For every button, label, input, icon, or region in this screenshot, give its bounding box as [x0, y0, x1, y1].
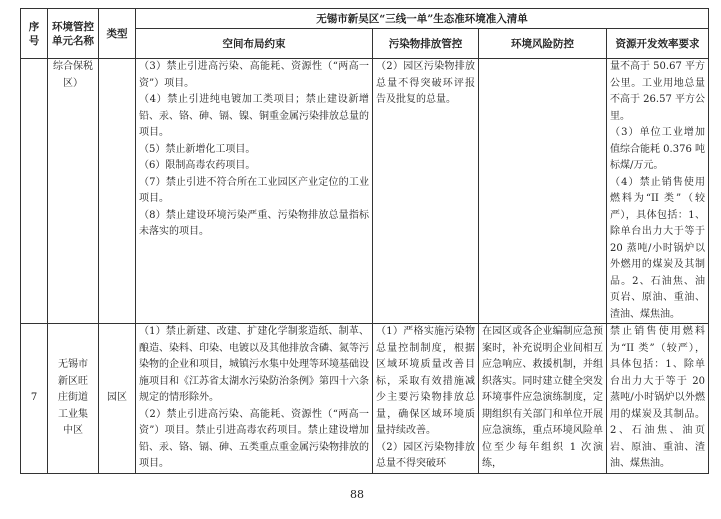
cell-type: 园区: [99, 324, 136, 474]
paragraph: （3）单位工业增加值综合能耗 0.376 吨标煤/万元。: [610, 127, 705, 171]
header-type: 类型: [99, 9, 136, 59]
cell-unit-name: 无锡市新区旺庄街道工业集中区: [48, 324, 99, 474]
environmental-access-table: [20, 8, 709, 474]
paragraph: （1）禁止新建、改建、扩建化学制浆造纸、制革、酿造、染料、印染、电镀以及其他排放含磷、氮等污染物的企业和项目，城镇污水集中处理等环境基础设施项目和《江苏省太湖水污染防治条例》第四十六条规定的情形除外。: [139, 326, 369, 403]
header-seq: 序号: [21, 9, 48, 59]
cell-type: [99, 59, 136, 324]
cell-resource: [607, 324, 709, 474]
table-title: 无锡市新吴区“三线一单”生态准环境准入清单: [136, 9, 709, 29]
cell-seq: 7: [21, 324, 48, 474]
paragraph: （3）禁止引进高污染、高能耗、资源性（“两高一资”）项目。: [139, 61, 369, 89]
paragraph: （4）禁止销售使用燃料为“II 类”（较严），具体包括：1、除单台出力大于等于 20 蒸吨/小时锅炉以外燃用的煤炭及其制品。2、石油焦、油页岩、原油、重油、渣油、煤焦油。: [610, 176, 705, 320]
paragraph: （2）禁止引进高污染、高能耗、资源性（“两高一资”）项目。禁止引进高毒农药项目。禁止建设增加铅、汞、铬、镉、砷、五类重点重金属污染物排放的项目。: [139, 408, 369, 469]
header-resource: 资源开发效率要求: [607, 29, 709, 59]
table-row: [21, 324, 709, 474]
paragraph: 量不高于 50.67 平方公里。工业用地总量不高于 26.57 平方公里。: [610, 61, 705, 122]
cell-unit-name: 综合保税区）: [48, 59, 99, 324]
cell-pollution: [373, 59, 479, 324]
header-risk: 环境风险防控: [479, 29, 607, 59]
paragraph: （6）限制高毒农药项目。: [139, 160, 256, 171]
cell-spatial: [136, 324, 373, 474]
table-row: [21, 59, 709, 324]
cell-risk: [479, 59, 607, 324]
paragraph: 在园区或各企业编制应急预案时，补充说明企业间相互应急响应、救援机制，并组织落实。同时建立健全突发环境事件应急演练制度，定期组织有关部门和单位开展应急演练，重点环境风险单位至少每年组织 1 次演练，: [482, 326, 603, 469]
header-spatial: 空间布局约束: [136, 29, 373, 59]
paragraph: （7）禁止引进不符合所在工业园区产业定位的工业项目。: [139, 176, 369, 204]
paragraph: （2）园区污染物排放总量不得突破环评报告及批复的总量。: [376, 61, 475, 105]
paragraph: （8）禁止建设环境污染严重、污染物排放总量指标未落实的项目。: [139, 209, 369, 237]
paragraph: （5）禁止新增化工项目。: [139, 143, 256, 155]
paragraph: （1）严格实施污染物总量控制制度，根据区域环境质量改善目标，采取有效措施减少主要污染物排放总量，确保区域环境质量持续改善。: [376, 326, 475, 436]
paragraph: 禁止销售使用燃料为“II 类”（较严），具体包括：1、除单台出力大于等于 20 蒸吨/小时锅炉以外燃用的煤炭及其制品。2、石油焦、油页岩、原油、重油、渣油、煤焦油。: [610, 326, 705, 469]
cell-spatial: [136, 59, 373, 324]
paragraph: （2）园区污染物排放总量不得突破环: [376, 441, 475, 469]
cell-resource: [607, 59, 709, 324]
header-pollution: 污染物排放管控: [373, 29, 479, 59]
paragraph: （4）禁止引进纯电镀加工类项目；禁止建设新增铅、汞、铬、砷、镉、镍、铜重金属污染排放总量的项目。: [139, 94, 369, 138]
cell-pollution: [373, 324, 479, 474]
cell-seq: [21, 59, 48, 324]
header-unit-name: 环境管控单元名称: [48, 9, 99, 59]
cell-risk: [479, 324, 607, 474]
page-number: 88: [350, 488, 364, 501]
